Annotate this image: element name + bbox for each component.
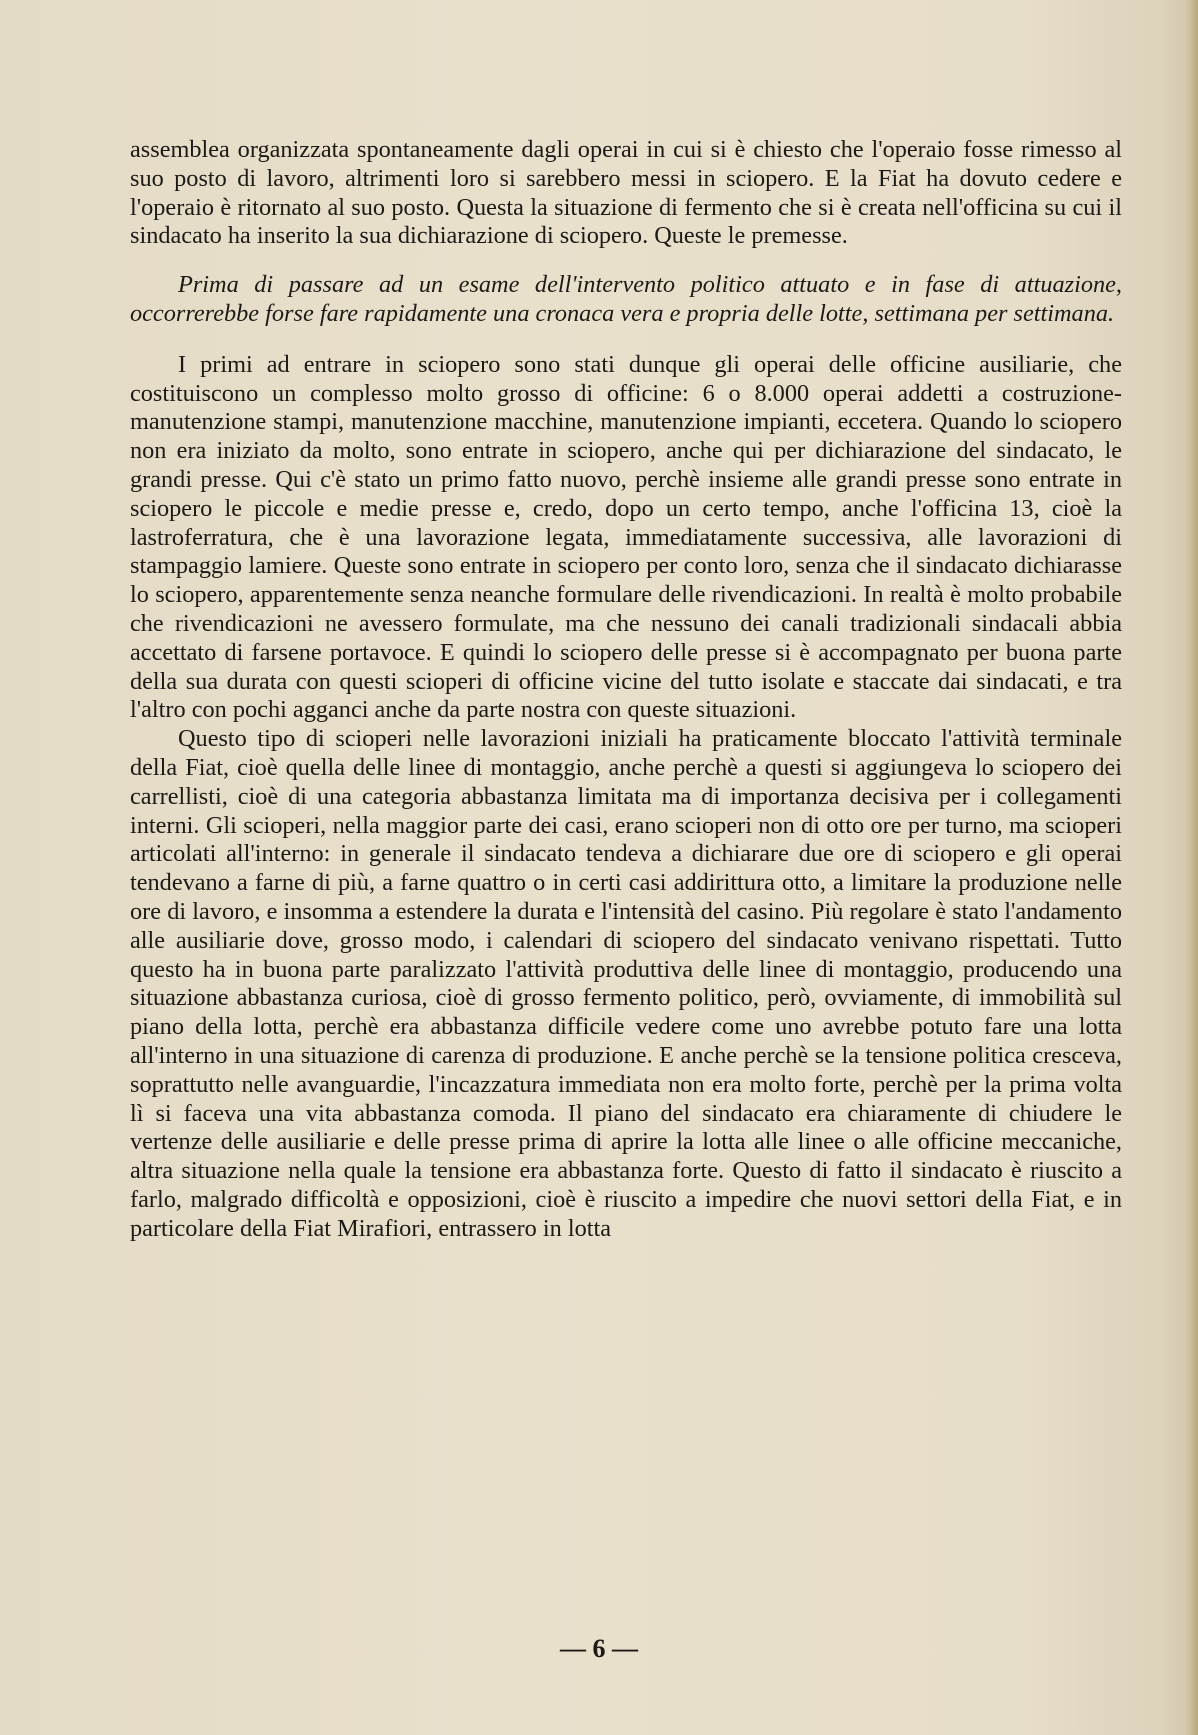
paragraph-body-2: Questo tipo di scioperi nelle lavorazioni iniziali ha praticamente bloccato l'attività terminale della Fiat, cioè quella delle linee di montaggio, anche perchè a questi si aggiungeva lo sciopero dei carrellisti, cioè di una categoria abbastanza limitata ma di importanza decisiva per i collegamenti interni. Gli scioperi, nella maggior parte dei casi, erano scioperi non di otto ore per turno, ma scioperi articolati all'interno: in generale il sindacato tendeva a dichiarare due ore di sciopero e gli operai tendevano a farne di più, a farne quattro o in certi casi addirittura otto, a limitare la produzione nelle ore di lavoro, e insomma a estendere la durata e l'intensità del casino. Più regolare è stato l'andamento alle ausiliarie dove, grosso modo, i calendari di sciopero del sindacato venivano rispettati. Tutto questo ha in buona parte paralizzato l'attività produttiva delle linee di montaggio, producendo una situazione abbastanza curiosa, cioè di grosso fermento politico, però, ovviamente, di immobilità sul piano della lotta, perchè era abbastanza difficile vedere come uno avrebbe potuto fare una lotta all'interno in una situazione di carenza di produzione. E anche perchè se la tensione politica cresceva, soprattutto nelle avanguardie, l'incazzatura immediata non era molto forte, perchè per la prima volta lì si faceva una vita abbastanza comoda. Il piano del sindacato era chiaramente di chiudere le vertenze delle ausiliarie e delle presse prima di aprire la lotta alle linee o alle officine meccaniche, altra situazione nella quale la tensione era abbastanza forte. Questo di fatto il sindacato è riuscito a farlo, malgrado difficoltà e opposizioni, cioè è riuscito a impedire che nuovi settori della Fiat, e in particolare della Fiat Mirafiori, entrassero in lotta: [130, 725, 1122, 1242]
page-edge: [1184, 0, 1198, 1735]
paragraph-intro: assemblea organizzata spontaneamente dagli operai in cui si è chiesto che l'operaio fosse rimesso al suo posto di lavoro, altrimenti loro si sarebbero messi in sciopero. E la Fiat ha dovuto cedere e l'operaio è ritornato al suo posto. Questa la situazione di fermento che si è creata nell'officina su cui il sindacato ha inserito la sua dichiarazione di sciopero. Queste le premesse.: [130, 136, 1122, 250]
paragraph-italic: Prima di passare ad un esame dell'intervento politico attuato e in fase di attuazione, occorrerebbe forse fare rapidamente una cronaca vera e propria delle lotte, settimana per settimana.: [130, 271, 1122, 327]
paragraph-body-1: I primi ad entrare in sciopero sono stati dunque gli operai delle officine ausiliarie, che costituiscono un complesso molto grosso di officine: 6 o 8.000 operai addetti a costruzione-manutenzione stampi, manutenzione macchine, manutenzione impianti, eccetera. Quando lo sciopero non era iniziato da molto, sono entrate in sciopero, anche qui per dichiarazione del sindacato, le grandi presse. Qui c'è stato un primo fatto nuovo, perchè insieme alle grandi presse sono entrate in sciopero le piccole e medie presse e, credo, dopo un certo tempo, anche l'officina 13, cioè la lastroferratura, che è una lavorazione legata, immediatamente successiva, alle lavorazioni di stampaggio lamiere. Queste sono entrate in sciopero per conto loro, senza che il sindacato dichiarasse lo sciopero, apparentemente senza neanche formulare delle rivendicazioni. In realtà è molto probabile che rivendicazioni ne avessero formulate, ma che nessuno dei canali tradizionali sindacali abbia accettato di farsene portavoce. E quindi lo sciopero delle presse si è accompagnato per buona parte della sua durata con questi scioperi di officine vicine del tutto isolate e staccate dai sindacati, e tra l'altro con pochi agganci anche da parte nostra con queste situazioni.: [130, 350, 1122, 724]
page-number: — 6 —: [560, 1634, 638, 1663]
body-text: [130, 136, 1122, 1243]
